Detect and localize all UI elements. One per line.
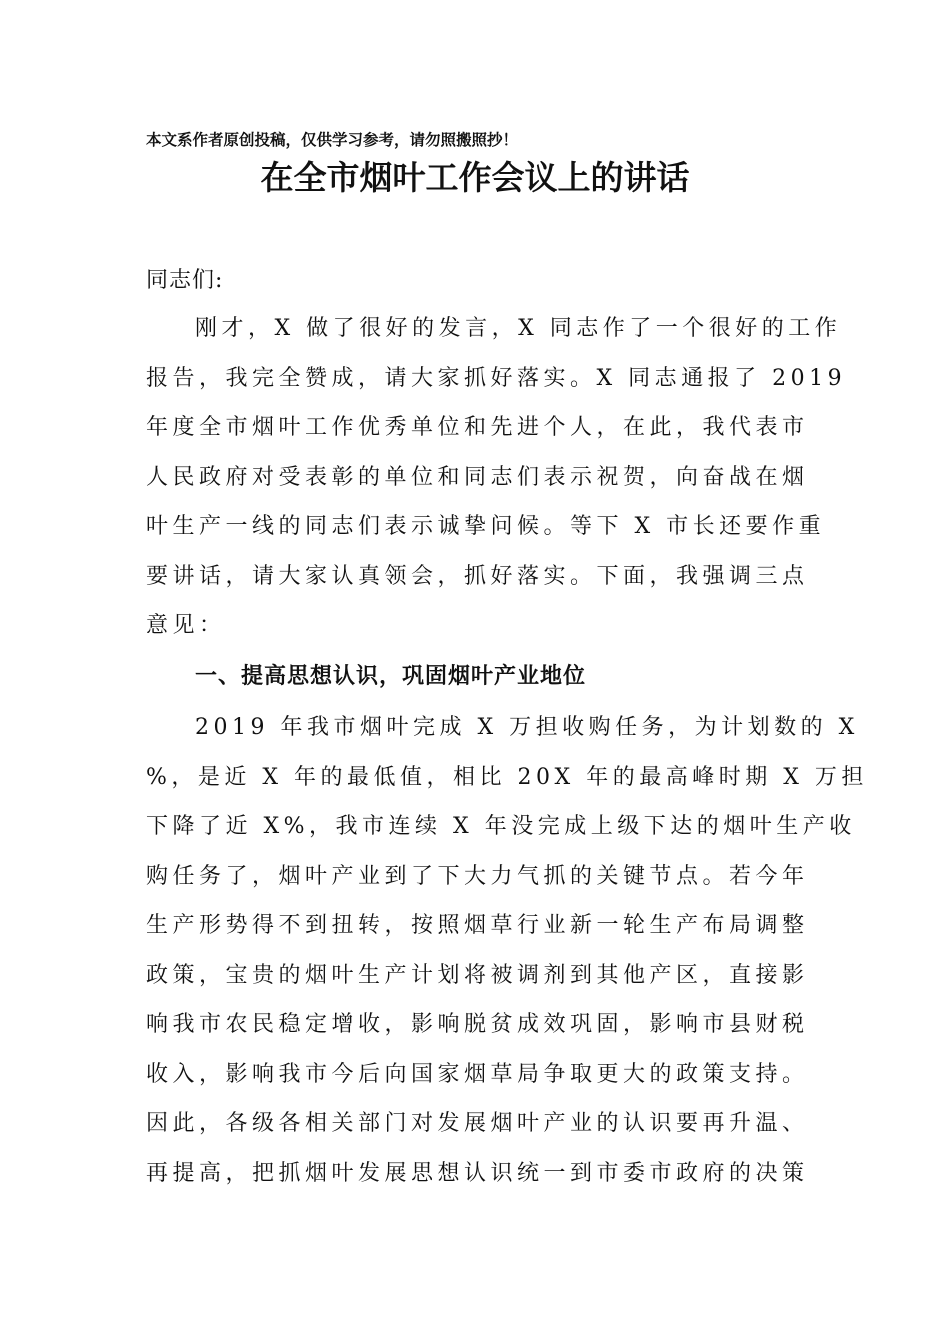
paragraph-line: 人民政府对受表彰的单位和同志们表示祝贺，向奋战在烟 — [146, 464, 809, 490]
paragraph-line: 报告，我完全赞成，请大家抓好落实。X 同志通报了 2019 — [146, 365, 847, 391]
paragraph-opening — [146, 304, 847, 651]
copyright-notice: 本文系作者原创投稿，仅供学习参考，请勿照搬照抄！ — [146, 130, 519, 149]
paragraph-line: 意见： — [146, 613, 226, 638]
paragraph-line: 响我市农民稳定增收，影响脱贫成效巩固，影响市县财税 — [146, 1012, 809, 1037]
paragraph-line: 生产形势得不到扭转，按照烟草行业新一轮生产布局调整 — [146, 913, 809, 938]
paragraph-line: 叶生产一线的同志们表示诚挚问候。等下 X 市长还要作重 — [146, 514, 826, 539]
paragraph-line: 收入，影响我市今后向国家烟草局争取更大的政策支持。 — [146, 1061, 809, 1087]
document-title: 在全市烟叶工作会议上的讲话 — [260, 158, 690, 197]
paragraph-line: 购任务了，烟叶产业到了下大力气抓的关键节点。若今年 — [146, 863, 809, 889]
paragraph-line: 因此，各级各相关部门对发展烟叶产业的认识要再升温、 — [146, 1111, 809, 1136]
paragraph-line: 年度全市烟叶工作优秀单位和先进个人，在此，我代表市 — [146, 415, 809, 440]
paragraph-line: %，是近 X 年的最低值，相比 20X 年的最高峰时期 X 万担 — [146, 764, 868, 790]
paragraph-line: 刚才，X 做了很好的发言，X 同志作了一个很好的工作 — [195, 316, 842, 341]
salutation: 同志们: — [146, 268, 224, 293]
paragraph-line: 下降了近 X%，我市连续 X 年没完成上级下达的烟叶生产收 — [146, 814, 856, 839]
paragraph-line: 2019 年我市烟叶完成 X 万担收购任务，为计划数的 X — [195, 715, 859, 740]
paragraph-line: 政策，宝贵的烟叶生产计划将被调剂到其他产区，直接影 — [146, 962, 809, 988]
section-heading-1: 一、提高思想认识，巩固烟叶产业地位 — [195, 664, 587, 689]
paragraph-line: 要讲话，请大家认真领会，抓好落实。下面，我强调三点 — [146, 563, 809, 589]
paragraph-line: 再提高，把抓烟叶发展思想认识统一到市委市政府的决策 — [146, 1160, 809, 1186]
paragraph-section-1 — [146, 703, 868, 1198]
